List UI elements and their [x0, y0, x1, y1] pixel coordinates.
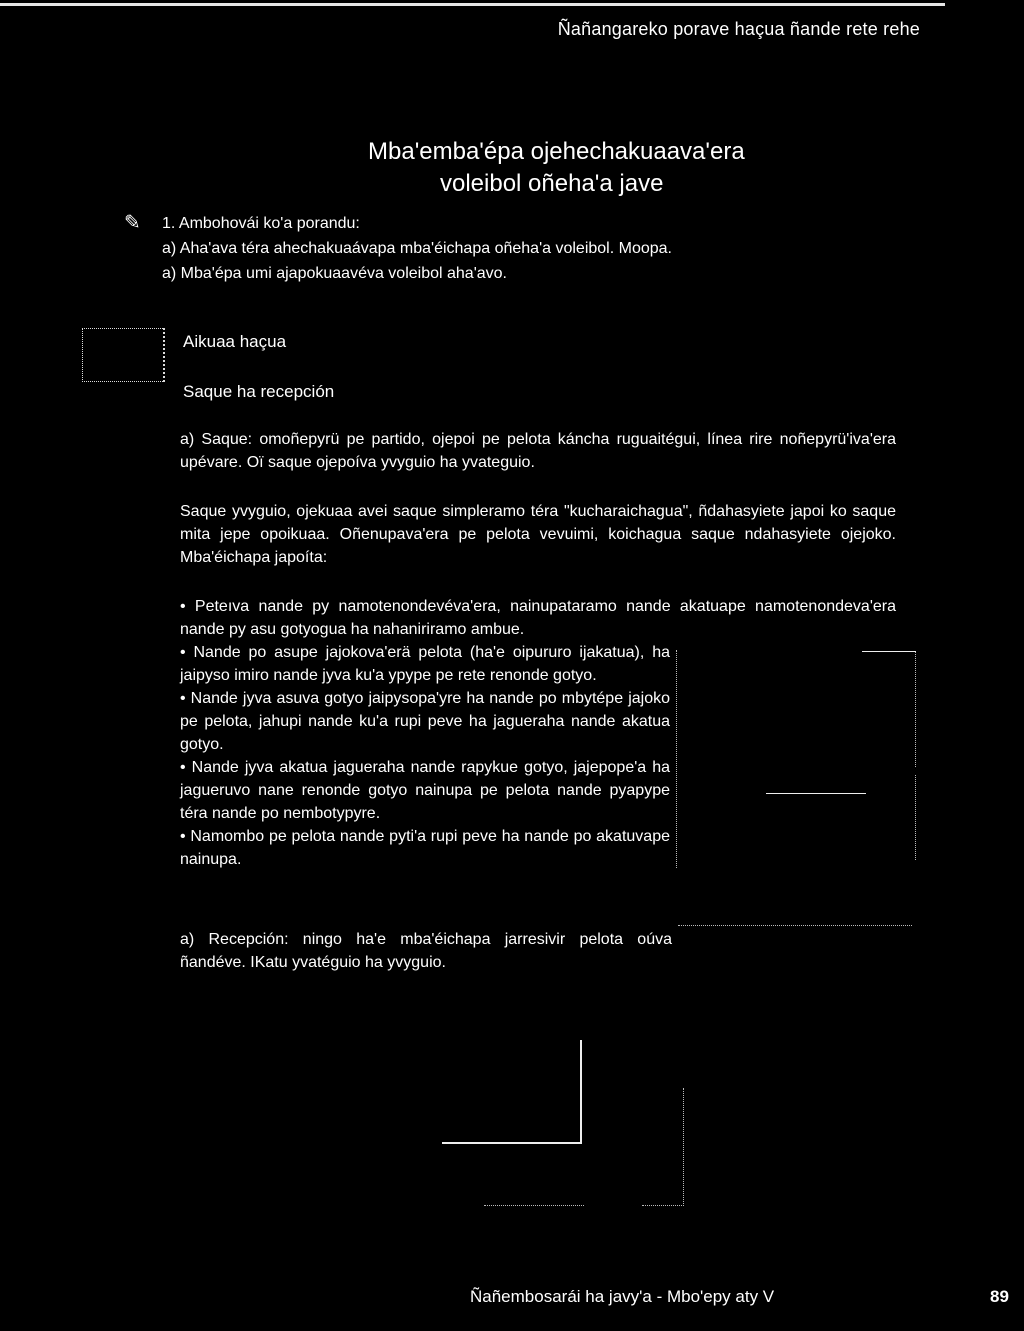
section-title: Aikuaa haçua	[183, 332, 287, 351]
page-footer: Ñañembosarái ha javy'a - Mbo'epy aty V	[470, 1287, 775, 1306]
pencil-icon: ✎	[124, 212, 141, 234]
image-frame-dotted-right	[683, 1088, 684, 1206]
image-placeholder-box	[82, 328, 165, 382]
bullet-item: • Nande jyva asuva gotyo jaipysopa'yre ha nande po mbytépe jajoko pe pelota, jahupi nande ku'a rupi peve ha jagueraha nande akatua gotyo.	[180, 690, 670, 753]
bullet-list	[180, 595, 896, 871]
page-title	[368, 136, 768, 200]
top-rule	[0, 3, 945, 6]
question-a: a) Aha'ava téra ahechakuaávapa mba'éichapa oñeha'a voleibol. Moopa.	[162, 240, 672, 257]
image-frame-bottom-base	[442, 1142, 582, 1144]
paragraph-saque-yvyguio: Saque yvyguio, ojekuaa avei saque simpleramo téra "kucharaichagua", ñdahasyiete japoi ko saque mita jepe opoikuaa. Oñenupava'era pe pelota vevuimi, koichagua saque ndahasyiete ojejoko. Mba'éichapa japoíta:	[180, 503, 896, 566]
image-frame-dotted-bottom-left	[484, 1205, 584, 1206]
bullet-item: • Nande po asupe jajokova'erä pelota (ha'e oipururo ijakatua), ha jaipyso imiro nande jyva ku'a ypype pe rete renonde gotyo.	[180, 644, 670, 684]
bullet-item: • Namombo pe pelota nande pyti'a rupi peve ha nande po akatuvape nainupa.	[180, 828, 670, 868]
bullet-item: • Petеıva nande py namotenondevéva'era, nainupataramo nande akatuape namotenondeva'era nande py asu gotyogua ha nahaniriramo ambue.	[180, 598, 896, 638]
image-frame-right-lower	[915, 775, 916, 860]
image-frame-bottom-right-edge	[580, 1040, 582, 1144]
question-b: a) Mba'épa umi ajapokuaavéva voleibol aha'avo.	[162, 265, 507, 282]
image-frame-left	[676, 650, 677, 868]
paragraph-recepcion: a) Recepción: ningo ha'e mba'éichapa jarresivir pelota oúva ñandéve. IKatu yvatéguio ha yvyguio.	[180, 931, 672, 971]
image-frame-mid-line	[766, 793, 866, 794]
section-subtitle: Saque ha recepción	[183, 382, 335, 401]
title-line-2: voleibol oñeha'a jave	[440, 170, 664, 197]
image-frame-top	[862, 651, 916, 652]
image-frame-dotted-bottom-right	[642, 1205, 684, 1206]
image-frame-bottom	[678, 925, 912, 926]
page-header: Ñañangareko porave haçua ñande rete rehe	[557, 19, 920, 39]
paragraph-saque: a) Saque: omoñepyrü pe partido, ojepoi pe pelota káncha ruguaitégui, línea rire noñepyrü'iva'era upévare. Oï saque ojepoíva yvyguio ha yvateguio.	[180, 431, 896, 471]
title-line-1: Mba'emba'épa ojehechakuaava'era	[368, 138, 745, 165]
image-frame-right-upper	[915, 652, 916, 767]
question-heading: 1. Ambohovái ko'a porandu:	[162, 215, 360, 232]
page-number: 89	[990, 1287, 1009, 1306]
bullet-item: • Nande jyva akatua jagueraha nande rapykue gotyo, jajepope'a ha jagueruvo nane renonde gotyo nainupa pe pelota nande pyapype téra nande po nembotypyre.	[180, 759, 670, 822]
